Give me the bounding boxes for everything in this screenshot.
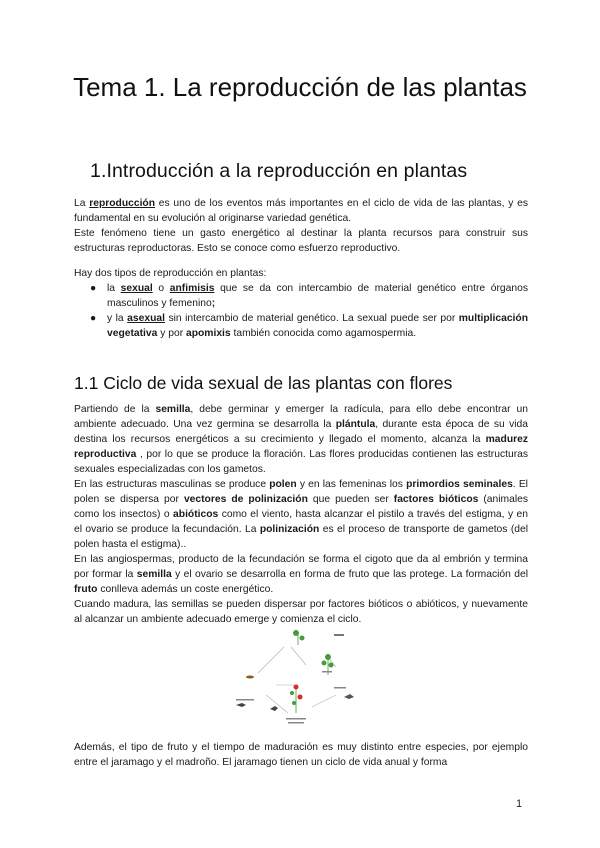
cycle-arrows [258, 647, 336, 713]
bullet-icon: ● [90, 283, 97, 294]
cycle-paragraph-4: Cuando madura, las semillas se pueden dispersar por factores bióticos o abióticos, y nuevamente al alcanzar un ambiente adecuado emerge y comienza el ciclo. [74, 599, 528, 625]
plant-life-cycle-figure [236, 625, 370, 731]
seed-illustration [246, 676, 254, 679]
cycle-paragraph-1: Partiendo de la semilla, debe germinar y emerger la radícula, para ello debe encontrar un ambiente adecuado. Una vez germina se desarrolla la plántula, durante esta época de su vida destina los recursos energéticos a su crecimiento y llegado el momento, alcanza la madurez reproductiva , por lo que se produce la floración. Las flores producidas contienen las estructuras sexuales especializadas con los gametos. [74, 404, 529, 475]
fruiting-plant-illustration [290, 685, 303, 714]
bullet-icon: ● [90, 313, 97, 324]
intro-paragraphs [74, 196, 528, 256]
section-heading-life-cycle: 1.1 Ciclo de vida sexual de las plantas con flores [74, 373, 453, 393]
term-asexual: asexual [127, 313, 165, 324]
cycle-paragraph-3: En las angiospermas, producto de la fecundación se forma el cigoto que da al embrión y termina por formar la semilla y el ovario se desarrolla en forma de fruto que las protege. La formación del fruto conlleva además un coste energético. [74, 554, 528, 595]
section-heading-introduction: 1.Introducción a la reproducción en plantas [90, 160, 468, 182]
types-intro [74, 266, 528, 281]
term-reproduccion: reproducción [89, 198, 156, 209]
term-apomixis: apomixis [186, 328, 231, 339]
cycle-paragraph-2: En las estructuras masculinas se produce polen y en las femeninas los primordios seminales. El polen se dispersa por vectores de polinización que pueden ser factores bióticos (animales como los insectos) o abióticos como el viento, hasta alcanzar el pistilo a través del estigma, y en el ovario se produce la fecundación. La polinización es el proceso de transporte de gametos (del polen hasta el estigma).. [74, 479, 529, 550]
figure-labels [236, 671, 346, 724]
types-intro-text: Hay dos tipos de reproducción en plantas: [74, 268, 267, 279]
reproduction-types-list [74, 281, 528, 341]
closing-paragraph: Además, el tipo de fruto y el tiempo de maduración es muy distinto entre especies, por ejemplo entre el jaramago y el madroño. El jaramago tienen un ciclo de vida anual y forma [74, 742, 528, 768]
term-multiplicacion-vegetativa: multiplicación vegetativa [107, 313, 528, 339]
page-title: Tema 1. La reproducción de las plantas [73, 72, 527, 102]
life-cycle-text [74, 402, 528, 627]
list-item: ● la sexual o anfimisis que se da con intercambio de material genético entre órganos masculinos y femenino; [90, 283, 528, 309]
flowering-plant-illustration [322, 634, 345, 675]
intro-paragraph-2: Este fenómeno tiene un gasto energético al destinar la planta recursos para construir sus estructuras reproductoras. Esto se conoce como esfuerzo reproductivo. [74, 228, 528, 254]
intro-paragraph-1: La reproducción es uno de los eventos más importantes en el ciclo de vida de las plantas, y es fundamental en su evolución al originarse variedad genética. [74, 198, 528, 224]
seedling-illustration [293, 630, 305, 645]
term-anfimisis: anfimisis [169, 283, 215, 294]
closing-text [74, 740, 528, 770]
list-item: ● y la asexual sin intercambio de material genético. La sexual puede ser por multiplicación vegetativa y por apomixis también conocida como agamospermia. [90, 313, 528, 339]
page-number: 1 [516, 798, 523, 810]
term-sexual: sexual [120, 283, 153, 294]
